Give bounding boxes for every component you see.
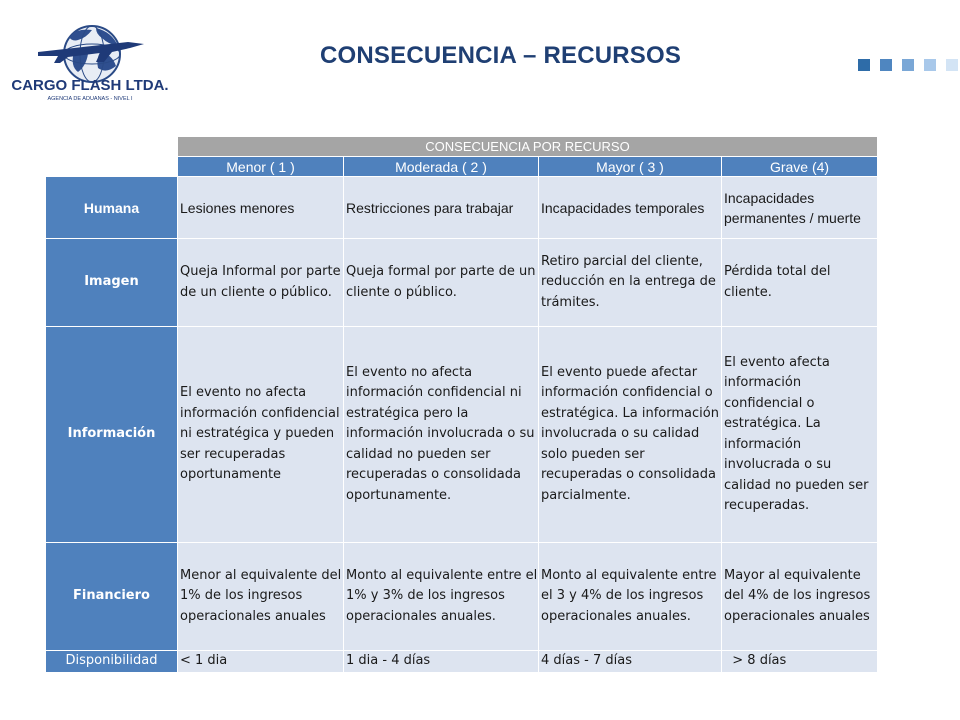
page-title: CONSECUENCIA – RECURSOS [320,42,682,69]
row-header: Humana [46,177,178,239]
square-icon [858,59,870,71]
table-group-header: CONSECUENCIA POR RECURSO [178,137,878,157]
table-group-header-row [46,137,878,157]
square-icon [924,59,936,71]
table-corner [46,157,178,177]
table-cell: Incapacidades temporales [539,177,722,239]
table-cell: Queja Informal por parte de un cliente o público. [178,239,344,327]
table-row [46,239,878,327]
table-level-header-row [46,157,878,177]
table-cell: 1 dia - 4 días [344,651,539,673]
table-cell: El evento no afecta información confidencial ni estratégica pero la información involucrada o su calidad no pueden ser recuperadas o consolidada oportunamente. [344,327,539,543]
svg-text:AGENCIA DE ADUANAS - NIVEL I: AGENCIA DE ADUANAS - NIVEL I [47,96,133,102]
table-row [46,177,878,239]
row-header: Información [46,327,178,543]
square-icon [946,59,958,71]
svg-text:CARGO FLASH LTDA.: CARGO FLASH LTDA. [11,77,169,94]
level-header: Moderada ( 2 ) [344,157,539,177]
row-header: Financiero [46,543,178,651]
consequence-table [45,136,878,673]
table-row [46,543,878,651]
row-header: Disponibilidad [46,651,178,673]
table-cell: > 8 días [722,651,878,673]
square-icon [902,59,914,71]
table-cell: Monto al equivalente entre el 1% y 3% de los ingresos operacionales anuales. [344,543,539,651]
table-cell: < 1 dia [178,651,344,673]
table-row [46,651,878,673]
table-cell: 4 días - 7 días [539,651,722,673]
table-cell: Incapacidades permanentes / muerte [722,177,878,239]
table-cell: El evento afecta información confidencial o estratégica. La información involucrada o su calidad no pueden ser recuperadas. [722,327,878,543]
table-cell: Pérdida total del cliente. [722,239,878,327]
table-cell: Queja formal por parte de un cliente o público. [344,239,539,327]
table-cell: El evento puede afectar información confidencial o estratégica. La información involucrada o su calidad solo pueden ser recuperadas o consolidada parcialmente. [539,327,722,543]
level-header: Mayor ( 3 ) [539,157,722,177]
row-header: Imagen [46,239,178,327]
table-cell: Monto al equivalente entre el 3 y 4% de los ingresos operacionales anuales. [539,543,722,651]
level-header: Menor ( 1 ) [178,157,344,177]
table-cell: Mayor al equivalente del 4% de los ingresos operacionales anuales [722,543,878,651]
company-logo [8,22,172,104]
table-cell: El evento no afecta información confidencial ni estratégica y pueden ser recuperadas oportunamente [178,327,344,543]
table-cell: Restricciones para trabajar [344,177,539,239]
level-header: Grave (4) [722,157,878,177]
table-cell: Menor al equivalente del 1% de los ingresos operacionales anuales [178,543,344,651]
table-corner [46,137,178,157]
table-row [46,327,878,543]
globe-plane-logo-icon [8,22,172,104]
table-cell: Lesiones menores [178,177,344,239]
square-icon [880,59,892,71]
table-cell: Retiro parcial del cliente, reducción en la entrega de trámites. [539,239,722,327]
